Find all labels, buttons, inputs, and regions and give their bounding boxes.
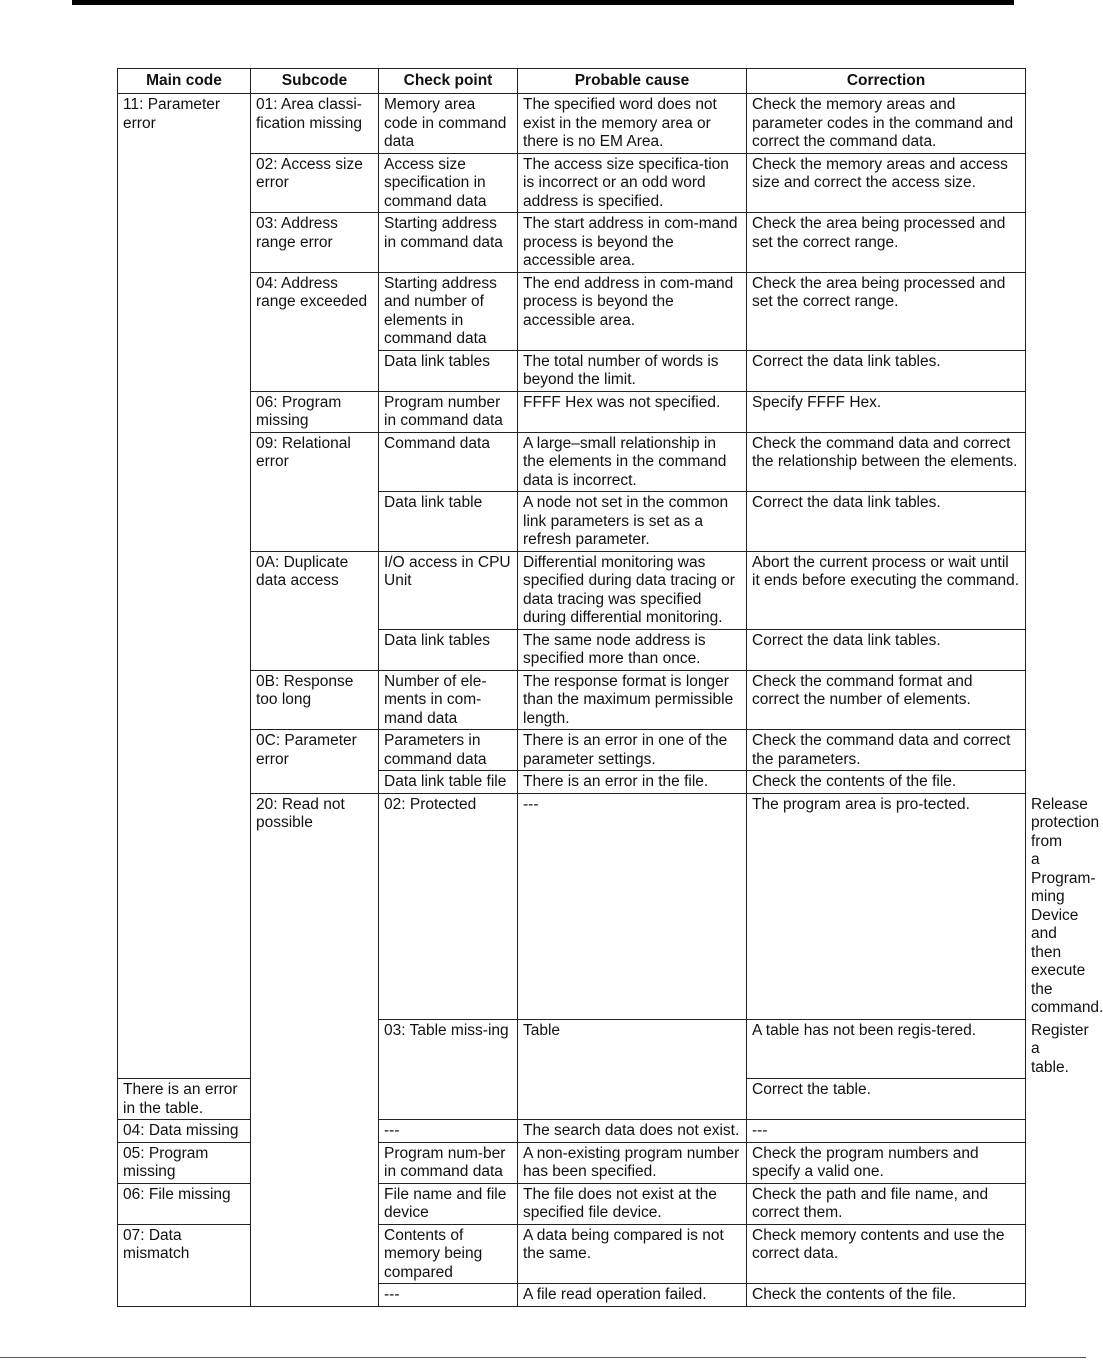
subcode-cell: 06: Program missing xyxy=(251,391,379,432)
table-row xyxy=(118,391,1026,432)
subcode-cell: 07: Data mismatch xyxy=(118,1224,251,1306)
check-point-cell: Data link table file xyxy=(379,771,518,794)
table-row xyxy=(118,153,1026,213)
probable-cause-cell: A table has not been regis-tered. xyxy=(747,1019,1026,1079)
subcode-cell: 0A: Duplicate data access xyxy=(251,551,379,670)
table-row xyxy=(118,432,1026,492)
subcode-cell: 04: Data missing xyxy=(118,1120,251,1143)
check-point-cell: Starting address in command data xyxy=(379,213,518,273)
check-point-cell: Starting address and number of elements in command data xyxy=(379,272,518,350)
correction-cell: Check the program numbers and specify a valid one. xyxy=(747,1142,1026,1183)
correction-cell: Check the contents of the file. xyxy=(747,1284,1026,1307)
probable-cause-cell: The file does not exist at the specified file device. xyxy=(518,1183,747,1224)
header-main-code: Main code xyxy=(118,69,251,94)
probable-cause-cell: The same node address is specified more than once. xyxy=(518,629,747,670)
check-point-cell: --- xyxy=(379,1284,518,1307)
header-probable-cause: Probable cause xyxy=(518,69,747,94)
check-point-cell: Parameters in command data xyxy=(379,730,518,771)
correction-cell: Check the command data and correct the parameters. xyxy=(747,730,1026,771)
subcode-cell: 02: Protected xyxy=(379,793,518,1019)
probable-cause-cell: There is an error in one of the parameter settings. xyxy=(518,730,747,771)
probable-cause-cell: A file read operation failed. xyxy=(518,1284,747,1307)
header-subcode: Subcode xyxy=(251,69,379,94)
table-row xyxy=(118,670,1026,730)
table-body xyxy=(118,94,1103,1307)
main-code-cell: 11: Parameter error xyxy=(118,94,251,1079)
table-header xyxy=(118,69,1026,94)
probable-cause-cell: The total number of words is beyond the limit. xyxy=(518,350,747,391)
correction-cell: Check memory contents and use the correct data. xyxy=(747,1224,1026,1284)
probable-cause-cell: The access size specifica-tion is incorrect or an odd word address is specified. xyxy=(518,153,747,213)
subcode-cell: 09: Relational error xyxy=(251,432,379,551)
probable-cause-cell: The search data does not exist. xyxy=(518,1120,747,1143)
correction-cell: Check the path and file name, and correct them. xyxy=(747,1183,1026,1224)
correction-cell: Check the area being processed and set the correct range. xyxy=(747,213,1026,273)
table-row xyxy=(118,272,1026,350)
table-row xyxy=(118,213,1026,273)
correction-cell: Check the area being processed and set the correct range. xyxy=(747,272,1026,350)
subcode-cell: 05: Program missing xyxy=(118,1142,251,1183)
check-point-cell: --- xyxy=(379,1120,518,1143)
check-point-cell: Command data xyxy=(379,432,518,492)
subcode-cell: 0C: Parameter error xyxy=(251,730,379,794)
correction-cell: Check the contents of the file. xyxy=(747,771,1026,794)
table-row xyxy=(118,730,1026,771)
check-point-cell: Data link tables xyxy=(379,350,518,391)
subcode-cell: 03: Table miss-ing xyxy=(379,1019,518,1120)
table-row: 03: Table miss-ing Table A table has not been regis-tered. Register a table. xyxy=(118,1019,1026,1079)
top-rule xyxy=(72,0,1014,5)
subcode-cell: 06: File missing xyxy=(118,1183,251,1224)
probable-cause-cell: FFFF Hex was not specified. xyxy=(518,391,747,432)
probable-cause-cell: The program area is pro-tected. xyxy=(747,793,1026,1019)
correction-cell: Check the memory areas and access size and correct the access size. xyxy=(747,153,1026,213)
table-row xyxy=(118,551,1026,629)
subcode-cell: 02: Access size error xyxy=(251,153,379,213)
correction-cell: Correct the data link tables. xyxy=(747,629,1026,670)
probable-cause-cell: Differential monitoring was specified during data tracing or data tracing was specified during differential monitoring. xyxy=(518,551,747,629)
probable-cause-cell: A non-existing program number has been specified. xyxy=(518,1142,747,1183)
probable-cause-cell: A large–small relationship in the elements in the command data is incorrect. xyxy=(518,432,747,492)
probable-cause-cell: The specified word does not exist in the memory area or there is no EM Area. xyxy=(518,94,747,154)
correction-cell: Correct the table. xyxy=(747,1079,1026,1120)
check-point-cell: Table xyxy=(518,1019,747,1120)
check-point-cell: Data link tables xyxy=(379,629,518,670)
probable-cause-cell: The end address in com-mand process is beyond the accessible area. xyxy=(518,272,747,350)
probable-cause-cell: There is an error in the table. xyxy=(118,1079,251,1120)
check-point-cell: Memory area code in command data xyxy=(379,94,518,154)
probable-cause-cell: A data being compared is not the same. xyxy=(518,1224,747,1284)
check-point-cell: --- xyxy=(518,793,747,1019)
probable-cause-cell: The response format is longer than the maximum permissible length. xyxy=(518,670,747,730)
main-code-cell: 20: Read not possible xyxy=(251,793,379,1306)
subcode-cell: 04: Address range exceeded xyxy=(251,272,379,391)
check-point-cell: File name and file device xyxy=(379,1183,518,1224)
check-point-cell: Access size specification in command data xyxy=(379,153,518,213)
correction-cell: Specify FFFF Hex. xyxy=(747,391,1026,432)
bottom-rule xyxy=(0,1357,1086,1358)
subcode-cell: 0B: Response too long xyxy=(251,670,379,730)
check-point-cell: Program num-ber in command data xyxy=(379,1142,518,1183)
check-point-cell: Program number in command data xyxy=(379,391,518,432)
correction-cell: Check the command data and correct the relationship between the elements. xyxy=(747,432,1026,492)
check-point-cell: I/O access in CPU Unit xyxy=(379,551,518,629)
correction-cell: Abort the current process or wait until it ends before executing the command. xyxy=(747,551,1026,629)
check-point-cell: Contents of memory being compared xyxy=(379,1224,518,1284)
table-row xyxy=(118,94,1026,154)
correction-cell: Check the command format and correct the number of elements. xyxy=(747,670,1026,730)
error-code-table xyxy=(117,68,1103,1307)
correction-cell: Correct the data link tables. xyxy=(747,350,1026,391)
correction-cell: Correct the data link tables. xyxy=(747,492,1026,552)
probable-cause-cell: The start address in com-mand process is beyond the accessible area. xyxy=(518,213,747,273)
check-point-cell: Data link table xyxy=(379,492,518,552)
subcode-cell: 03: Address range error xyxy=(251,213,379,273)
header-row xyxy=(118,69,1026,94)
subcode-cell: 01: Area classi-fication missing xyxy=(251,94,379,154)
probable-cause-cell: There is an error in the file. xyxy=(518,771,747,794)
header-correction: Correction xyxy=(747,69,1026,94)
correction-cell: Check the memory areas and parameter codes in the command and correct the command data. xyxy=(747,94,1026,154)
probable-cause-cell: A node not set in the common link parameters is set as a refresh parameter. xyxy=(518,492,747,552)
correction-cell: --- xyxy=(747,1120,1026,1143)
table-row: 20: Read not possible 02: Protected --- The program area is pro-tected. Release protection from a Program-ming Device and then execute the command. xyxy=(118,793,1026,1019)
check-point-cell: Number of ele-ments in com-mand data xyxy=(379,670,518,730)
header-check-point: Check point xyxy=(379,69,518,94)
